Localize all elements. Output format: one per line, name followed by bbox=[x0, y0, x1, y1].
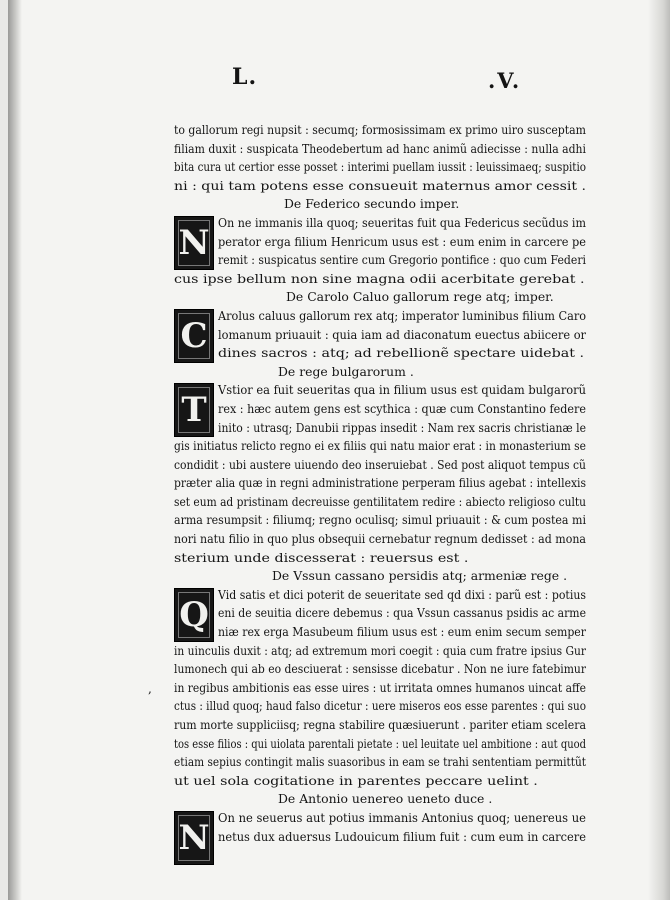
text-line: On ne immanis illa quoq; seueritas fuit qua Federicus secũdus im bbox=[218, 214, 586, 230]
text-line: perator erga filium Henricum usus est : eum enim in carcere pe bbox=[218, 233, 586, 249]
text-line: gis initiatus relicto regno ei ex filiis qui natu maior erat : in monasterium se bbox=[174, 438, 586, 454]
section-heading: De Antonio uenereo ueneto duce . bbox=[278, 791, 493, 807]
text-line: præter alia quæ in regni administratione perperam filius agebat : intellexis bbox=[174, 475, 586, 491]
text-line: eni de seuitia dicere debemus : qua Vssun cassanus psidis ac arme bbox=[218, 605, 586, 621]
text-line: tos esse filios : qui uiolata parentali pietate : uel leuitate uel ambitione : aut quod bbox=[174, 735, 586, 751]
text-line: to gallorum regi nupsit : secumq; formosissimam ex primo uiro susceptam bbox=[174, 122, 586, 137]
decorated-initial: Q bbox=[174, 588, 214, 642]
text-line: lomanum priuauit : quia iam ad diaconatum euectus abiicere or bbox=[218, 326, 586, 342]
text-line: rex : hæc autem gens est scythica : quæ cum Constantino federe bbox=[218, 400, 586, 416]
page-edge-shadow bbox=[648, 0, 670, 900]
text-line: lumonech qui ab eo desciuerat : sensisse dicebatur . Non ne iure fatebimur bbox=[174, 661, 586, 677]
text-line: set eum ad pristinam decreuisse gentilitatem redire : abiecto religioso cultu bbox=[174, 493, 586, 509]
text-line: in regibus ambitionis eas esse uires : ut irritata omnes humanos uincat affe bbox=[174, 679, 586, 695]
text-line: condidit : ubi austere uiuendo deo inseruiebat . Sed post aliquot tempus cũ bbox=[174, 456, 586, 472]
text-line: bita cura ut certior esse posset : interimi puellam iussit : leuissimaeq; suspitio bbox=[174, 159, 586, 175]
text-line: rum morte suppliciisq; regna stabilire quæsiuerunt . pariter etiam scelera bbox=[174, 717, 586, 732]
running-header-left: L. bbox=[232, 64, 258, 90]
decorated-initial: N bbox=[174, 216, 214, 270]
text-line: inito : utrasq; Danubii rippas insedit : Nam rex sacris christianæ le bbox=[218, 419, 586, 435]
text-line: remit : suspicatus sentire cum Gregorio pontifice : quo cum Federi bbox=[218, 252, 586, 268]
text-line: ctus : illud quoq; haud falso dicetur : uere miseros eos esse parentes : qui suo bbox=[174, 698, 586, 714]
text-line: in uinculis duxit : atq; ad extremum mori coegit : quia cum fratre ipsius Gur bbox=[174, 642, 586, 658]
paragraph bbox=[174, 809, 586, 858]
section-heading: De Federico secundo imper. bbox=[284, 196, 460, 212]
margin-mark: , bbox=[148, 682, 152, 696]
decorated-initial: C bbox=[174, 309, 214, 363]
paragraph bbox=[174, 381, 586, 567]
text-line: cus ipse bellum non sine magna odii acerbitate gerebat . bbox=[174, 270, 585, 286]
text-line: sterium unde discesserat : reuersus est . bbox=[174, 549, 469, 565]
text-line: Arolus caluus gallorum rex atq; imperator luminibus filium Caro bbox=[218, 307, 586, 323]
section-heading: De Carolo Caluo gallorum rege atq; imper. bbox=[286, 289, 554, 305]
text-line: ni : qui tam potens esse consueuit maternus amor cessit . bbox=[174, 177, 586, 193]
text-line: Vid satis et dici poterit de seueritate sed qd dixi : parũ est : potius bbox=[218, 586, 586, 602]
section-heading: De Vssun cassano persidis atq; armeniæ rege . bbox=[272, 568, 568, 584]
text-line: Vstior ea fuit seueritas qua in filium usus est quidam bulgarorũ bbox=[218, 382, 586, 398]
running-header-folio: .V. bbox=[488, 68, 522, 93]
text-line: filiam duxit : suspicata Theodebertum ad hanc animũ adiecisse : nulla adhi bbox=[174, 140, 586, 156]
book-spine-shadow bbox=[8, 0, 22, 900]
text-line: niæ rex erga Masubeum filium usus est : eum enim secum semper bbox=[218, 624, 586, 640]
text-line: On ne seuerus aut potius immanis Antonius quoq; uenereus ue bbox=[218, 809, 586, 825]
text-line: arma resumpsit : filiumq; regno oculisq; simul priuauit : & cum postea mi bbox=[174, 512, 586, 528]
text-line: etiam sepius contingit malis suasoribus in eam se trahi sententiam permittũt bbox=[174, 754, 586, 770]
text-line: netus dux aduersus Ludouicum filium fuit : cum eum in carcere bbox=[218, 828, 586, 844]
paragraph bbox=[174, 586, 586, 791]
paragraph bbox=[174, 307, 586, 363]
paragraph bbox=[174, 214, 586, 288]
decorated-initial: T bbox=[174, 383, 214, 437]
text-line: ut uel sola cogitatione in parentes peccare uelint . bbox=[174, 772, 538, 788]
section-heading: De rege bulgarorum . bbox=[278, 363, 414, 379]
main-text-block bbox=[174, 121, 586, 858]
text-line: nori natu filio in quo plus obsequii cernebatur regnum dedisset : ad mona bbox=[174, 531, 586, 547]
paragraph-continuation bbox=[174, 121, 586, 195]
decorated-initial: N bbox=[174, 811, 214, 865]
text-line: dines sacros : atq; ad rebellionẽ spectare uidebat . bbox=[218, 345, 585, 361]
